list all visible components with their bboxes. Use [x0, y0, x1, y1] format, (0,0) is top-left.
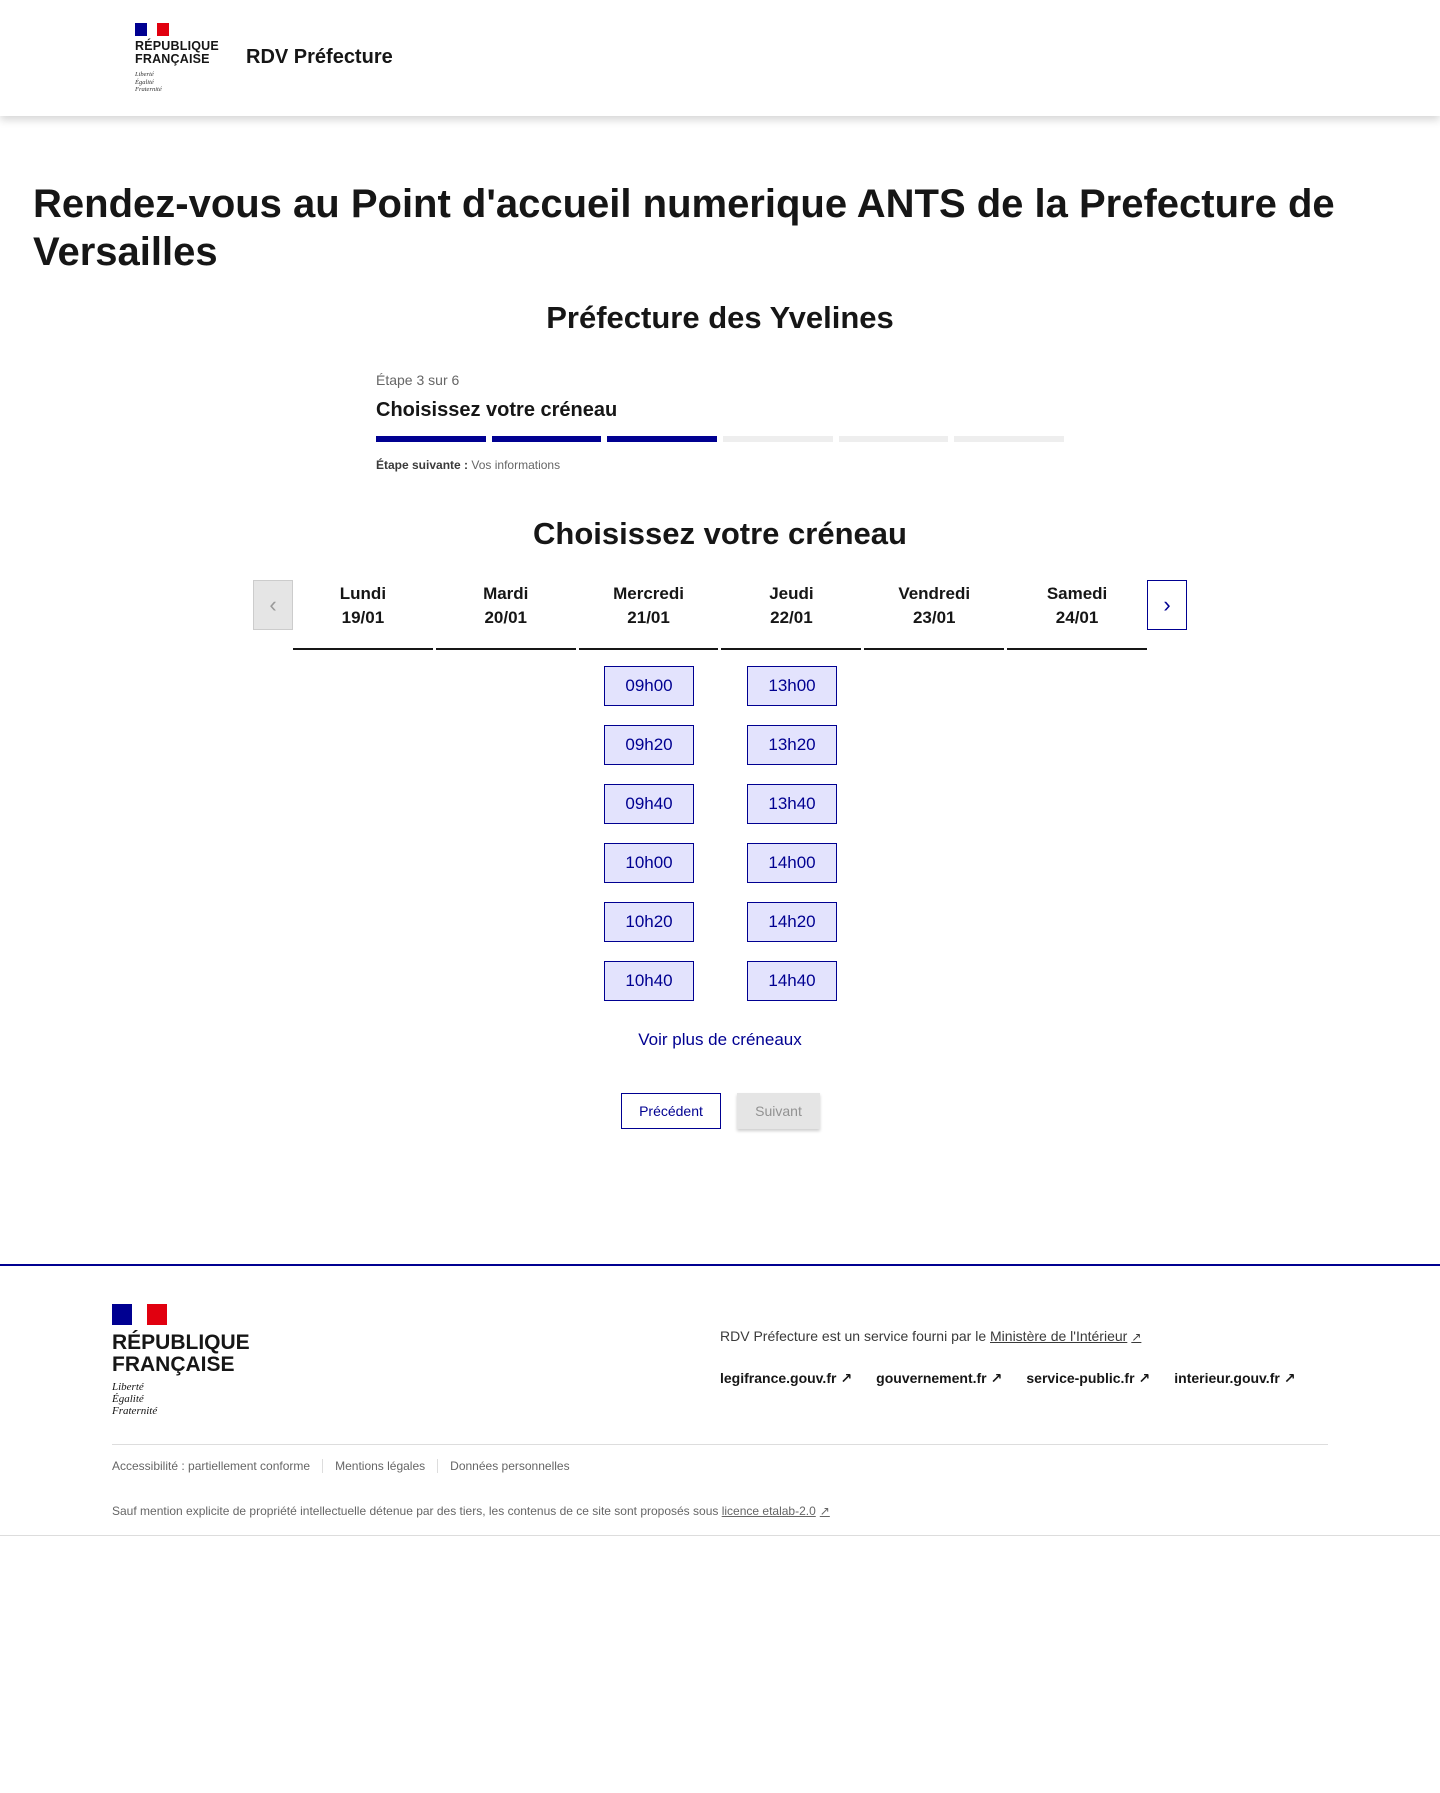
page-title: Rendez-vous au Point d'accueil numerique ANTS de la Prefecture de Versailles — [33, 182, 1335, 274]
footer-link[interactable] — [720, 1370, 852, 1387]
day-name: Jeudi — [769, 584, 814, 603]
step-count: Étape 3 sur 6 — [376, 372, 460, 388]
footer-links — [720, 1370, 1296, 1387]
footer-link-label: service-public.fr — [1026, 1370, 1135, 1386]
day-date: 23/01 — [912, 608, 956, 627]
previous-button[interactable]: Précédent — [621, 1093, 721, 1129]
external-link-icon: ↗ — [1131, 1330, 1142, 1344]
footer-logo-line-1: RÉPUBLIQUE — [112, 1331, 250, 1354]
day-date: 24/01 — [1055, 608, 1099, 627]
time-slot-button[interactable]: 09h20 — [604, 725, 694, 765]
day-name: Samedi — [1046, 584, 1108, 603]
footer-divider — [112, 1444, 1328, 1445]
time-slot-button[interactable]: 14h00 — [747, 843, 837, 883]
motto-egalite: Égalité — [135, 78, 154, 86]
step-bar-6 — [954, 436, 1064, 442]
footer-logo[interactable] — [112, 1304, 250, 1417]
step-title: Choisissez votre créneau — [376, 399, 618, 421]
license-link[interactable] — [722, 1504, 830, 1518]
ministry-link[interactable] — [990, 1328, 1141, 1344]
logo-line-1: RÉPUBLIQUE — [135, 39, 219, 53]
next-week-button[interactable] — [1147, 580, 1187, 630]
time-slot-button[interactable]: 13h40 — [747, 784, 837, 824]
time-slot-button[interactable]: 10h20 — [604, 902, 694, 942]
license-link-label: licence etalab-2.0 — [721, 1504, 816, 1518]
footer-link[interactable] — [1174, 1370, 1295, 1387]
footer-bottom-link[interactable]: Mentions légales — [322, 1459, 437, 1473]
calendar-days — [293, 580, 1147, 650]
step-progress-bar — [376, 436, 1064, 442]
ministry-link-label: Ministère de l'Intérieur — [990, 1328, 1128, 1344]
external-link-icon: ↗ — [1138, 1370, 1151, 1386]
footer-link-label: legifrance.gouv.fr — [720, 1370, 837, 1386]
external-link-icon: ↗ — [990, 1370, 1003, 1386]
footer-logo-text — [112, 1332, 250, 1376]
day-header-jeudi — [721, 580, 861, 650]
day-header-mardi — [436, 580, 576, 650]
footer-motto-liberte: Liberté — [112, 1381, 144, 1393]
day-header-mercredi — [579, 580, 719, 650]
step-bar-5 — [839, 436, 949, 442]
day-name: Mardi — [483, 584, 529, 603]
republique-francaise-logo[interactable] — [135, 23, 225, 94]
external-link-icon: ↗ — [840, 1370, 853, 1386]
footer-logo-line-2: FRANÇAISE — [112, 1353, 235, 1376]
external-link-icon: ↗ — [819, 1504, 830, 1518]
logo-text — [135, 40, 225, 66]
day-date: 20/01 — [484, 608, 528, 627]
day-date: 19/01 — [341, 608, 385, 627]
license-text: Sauf mention explicite de propriété intellectuelle détenue par des tiers, les contenus de ce site sont proposés sous — [112, 1504, 722, 1518]
time-slot-button[interactable]: 13h20 — [747, 725, 837, 765]
step-bar-3 — [607, 436, 717, 442]
motto-fraternite: Fraternité — [135, 86, 162, 93]
chevron-left-icon: ‹ — [269, 592, 277, 617]
external-link-icon: ↗ — [1283, 1370, 1296, 1386]
footer-description — [720, 1328, 1141, 1344]
day-name: Vendredi — [898, 584, 971, 603]
time-slot-button[interactable]: 13h00 — [747, 666, 837, 706]
day-name: Mercredi — [613, 584, 684, 603]
stepper — [376, 372, 1064, 472]
chevron-right-icon: › — [1163, 592, 1171, 617]
slots-column-mercredi — [604, 666, 694, 1001]
day-date: 21/01 — [627, 608, 670, 627]
step-next-value: Vos informations — [471, 458, 561, 472]
step-bar-4 — [723, 436, 833, 442]
step-next-label: Étape suivante : — [376, 458, 469, 472]
footer-link[interactable] — [1026, 1370, 1150, 1387]
time-slot-button[interactable]: 09h00 — [604, 666, 694, 706]
footer-motto — [112, 1381, 250, 1417]
next-button[interactable]: Suivant — [737, 1093, 820, 1129]
footer-license — [112, 1504, 830, 1518]
logo-line-2: FRANÇAISE — [135, 52, 210, 66]
page-subtitle: Préfecture des Yvelines — [546, 300, 894, 335]
day-header-vendredi — [864, 580, 1004, 650]
time-slot-button[interactable]: 14h20 — [747, 902, 837, 942]
marianne-flag-icon — [112, 1304, 167, 1325]
time-slot-button[interactable]: 10h00 — [604, 843, 694, 883]
footer-link[interactable] — [876, 1370, 1002, 1387]
site-header — [0, 0, 1440, 116]
more-slots-link[interactable]: Voir plus de créneaux — [638, 1030, 802, 1049]
day-header-lundi — [293, 580, 433, 650]
day-date: 22/01 — [770, 608, 813, 627]
footer-motto-fraternite: Fraternité — [112, 1405, 158, 1417]
footer-link-label: gouvernement.fr — [876, 1370, 987, 1386]
logo-motto — [135, 71, 225, 94]
day-header-samedi — [1007, 580, 1147, 650]
site-footer — [0, 1264, 1440, 1536]
previous-week-button[interactable] — [253, 580, 293, 630]
time-slot-button[interactable]: 14h40 — [747, 961, 837, 1001]
day-name: Lundi — [339, 584, 387, 603]
calendar-title: Choisissez votre créneau — [533, 516, 907, 551]
motto-liberte: Liberté — [135, 71, 154, 78]
footer-motto-egalite: Égalité — [112, 1393, 144, 1405]
service-name[interactable]: RDV Préfecture — [246, 46, 393, 68]
step-bar-2 — [492, 436, 602, 442]
footer-desc-text: RDV Préfecture est un service fourni par le — [720, 1328, 991, 1344]
footer-bottom-links — [112, 1459, 582, 1473]
slots-column-jeudi — [747, 666, 837, 1001]
footer-bottom-link[interactable]: Données personnelles — [437, 1459, 581, 1473]
footer-bottom-link[interactable]: Accessibilité : partiellement conforme — [112, 1459, 311, 1473]
step-next — [376, 458, 1064, 472]
marianne-flag-icon — [135, 23, 169, 36]
footer-link-label: interieur.gouv.fr — [1174, 1370, 1280, 1386]
time-slot-button[interactable]: 10h40 — [604, 961, 694, 1001]
step-bar-1 — [376, 436, 486, 442]
time-slot-button[interactable]: 09h40 — [604, 784, 694, 824]
